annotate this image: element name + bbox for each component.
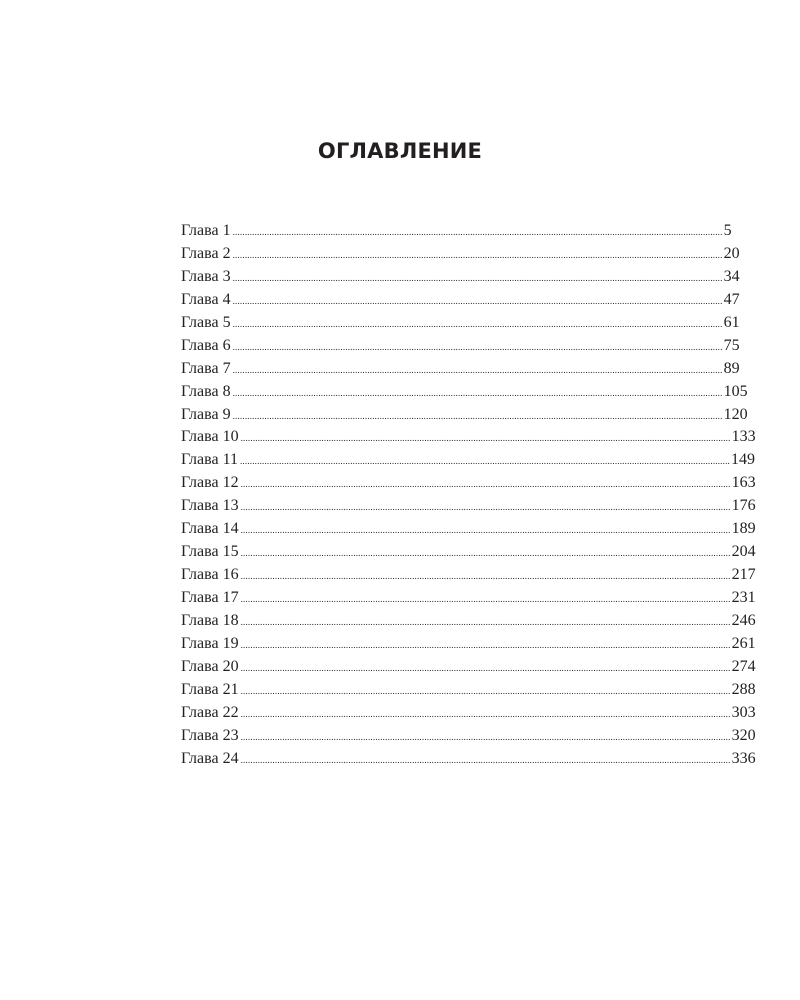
toc-entry [181,243,740,266]
toc-entry-label: Глава 6 [181,336,231,354]
toc-entry-label: Глава 5 [181,313,231,331]
toc-entry [181,702,756,725]
page-title: ОГЛАВЛЕНИЕ [317,139,483,164]
toc-entry-label: Глава 15 [181,543,239,561]
toc-entry [181,472,756,495]
toc-entry-label: Глава 16 [181,566,239,584]
toc-entry [181,518,756,541]
toc-entry [181,449,755,472]
dot-leader: ........................................................................................................................................................................................................ [232,227,723,237]
dot-leader: ........................................................................................................................................................................................................ [232,364,723,375]
dot-leader: ........................................................................................................................................................................................................ [240,754,731,765]
toc-entry-page-number: 120 [723,405,748,423]
toc-entry [181,220,732,243]
dot-leader: ........................................................................................................................................................................................................ [240,571,731,582]
toc-entry-page-number: 288 [731,680,756,698]
toc-entry-page-number: 47 [723,290,740,308]
toc-entry-label: Глава 19 [181,634,239,652]
toc-entry-page-number: 261 [731,634,756,652]
toc-entry-label: Глава 20 [181,657,239,675]
toc-entry-page-number: 320 [731,726,756,744]
toc-entry-page-number: 231 [731,589,756,606]
toc-entry-page-number: 204 [731,543,756,561]
toc-entry [181,495,756,518]
toc-entry [181,633,756,656]
toc-entry [181,679,756,702]
toc-entry-page-number: 149 [730,451,755,469]
toc-entry-label: Глава 10 [181,428,239,446]
toc-entry-page-number: 163 [731,474,756,492]
dot-leader: ........................................................................................................................................................................................................ [240,548,731,559]
dot-leader: ........................................................................................................................................................................................................ [232,341,723,352]
toc-entry-page-number: 20 [723,244,740,262]
toc-entry-page-number: 176 [731,497,756,515]
toc-entry-page-number: 303 [731,703,756,721]
toc-entry-label: Глава 11 [181,451,238,469]
toc-entry [181,656,756,679]
toc-entry-label: Глава 24 [181,749,239,767]
dot-leader: ........................................................................................................................................................................................................ [240,433,731,444]
toc-entry-label: Глава 1 [181,222,231,239]
dot-leader: ........................................................................................................................................................................................................ [232,318,723,329]
toc-entry-page-number: 89 [723,359,740,377]
toc-entry [181,541,756,564]
toc-entry [181,312,740,335]
toc-entry-page-number: 246 [731,611,756,629]
toc-entry-label: Глава 4 [181,290,231,308]
toc-entry-label: Глава 22 [181,703,239,721]
toc-entry [181,564,756,587]
toc-entry-page-number: 75 [723,336,740,354]
dot-leader: ........................................................................................................................................................................................................ [232,272,723,283]
dot-leader: ........................................................................................................................................................................................................ [240,708,731,719]
toc-entry-page-number: 105 [723,382,748,400]
toc-entry-label: Глава 7 [181,359,231,377]
toc-entry [181,610,756,633]
table-of-contents [181,220,756,771]
toc-entry-label: Глава 21 [181,680,239,698]
toc-entry [181,381,748,404]
dot-leader: ........................................................................................................................................................................................................ [240,594,731,604]
toc-entry [181,748,756,771]
dot-leader: ........................................................................................................................................................................................................ [239,456,730,467]
toc-entry [181,725,756,748]
dot-leader: ........................................................................................................................................................................................................ [240,616,731,627]
toc-entry [181,587,756,610]
toc-entry-label: Глава 9 [181,405,231,423]
dot-leader: ........................................................................................................................................................................................................ [240,685,731,696]
dot-leader: ........................................................................................................................................................................................................ [240,662,731,673]
toc-entry-label: Глава 2 [181,244,231,262]
toc-entry [181,335,740,358]
dot-leader: ........................................................................................................................................................................................................ [240,525,731,536]
dot-leader: ........................................................................................................................................................................................................ [240,639,731,650]
toc-entry-page-number: 189 [731,520,756,538]
toc-entry-label: Глава 17 [181,589,239,606]
toc-entry-page-number: 5 [723,222,732,239]
toc-entry-label: Глава 18 [181,611,239,629]
toc-entry-page-number: 336 [731,749,756,767]
dot-leader: ........................................................................................................................................................................................................ [232,295,723,306]
toc-entry [181,358,740,381]
toc-entry [181,289,740,312]
dot-leader: ........................................................................................................................................................................................................ [240,731,731,742]
toc-entry-page-number: 217 [731,566,756,584]
toc-entry-label: Глава 12 [181,474,239,492]
toc-entry [181,404,748,427]
toc-entry [181,266,740,289]
toc-entry-page-number: 61 [723,313,740,331]
toc-entry-label: Глава 8 [181,382,231,400]
toc-entry-label: Глава 13 [181,497,239,515]
toc-entry-page-number: 133 [731,428,756,446]
dot-leader: ........................................................................................................................................................................................................ [240,502,731,513]
toc-entry-label: Глава 23 [181,726,239,744]
toc-entry-label: Глава 14 [181,520,239,538]
toc-entry-page-number: 274 [731,657,756,675]
toc-entry [181,426,756,449]
dot-leader: ........................................................................................................................................................................................................ [240,479,731,490]
dot-leader: ........................................................................................................................................................................................................ [232,410,723,421]
dot-leader: ........................................................................................................................................................................................................ [232,249,723,260]
dot-leader: ........................................................................................................................................................................................................ [232,387,723,398]
toc-entry-label: Глава 3 [181,267,231,285]
toc-entry-page-number: 34 [723,267,740,285]
